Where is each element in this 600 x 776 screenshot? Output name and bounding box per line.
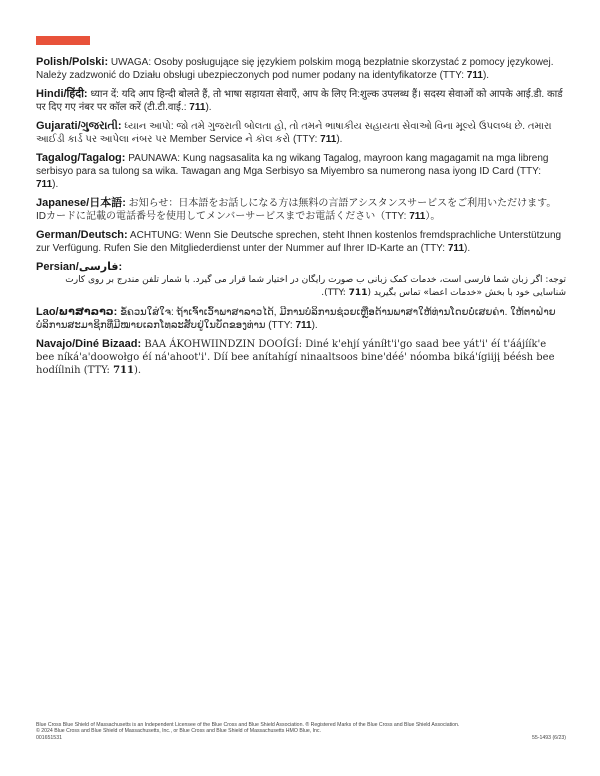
tty-number: 711 xyxy=(36,179,53,190)
lao-block xyxy=(36,306,566,332)
lang-text-end: ). xyxy=(482,70,490,81)
lang-label: Tagalog/Tagalog: xyxy=(36,152,126,164)
persian-paragraph xyxy=(36,274,566,300)
language-assistance-notice xyxy=(36,56,566,383)
tty-number: 711 xyxy=(113,365,134,376)
lang-label: Japanese/日本語: xyxy=(36,197,126,209)
lang-label: Navajo/Diné Bizaad: xyxy=(36,338,142,350)
gujarati-block xyxy=(36,120,566,146)
lang-text: توجه: اگر زبان شما فارسی است، خدمات کمک زبانی ب صورت رایگان در اختیار شما قرار می گیرد. با شمار تلفن مندرج بر روی کارت شناسایی خود با بخش «خدمات اعضا» تماس بگیرید (TTY: xyxy=(65,275,566,298)
lang-label: Gujarati/ગુજરાતી: xyxy=(36,120,122,132)
lang-text-end: ). xyxy=(52,179,59,190)
accent-bar xyxy=(36,36,90,45)
lang-text-end: ). xyxy=(464,243,471,254)
tty-number: 711 xyxy=(295,320,312,331)
legal-footer xyxy=(36,722,566,741)
footer-copyright-line: © 2024 Blue Cross and Blue Shield of Massachusetts, Inc., or Blue Cross and Blue Shield of Massachusetts HMO Blue, Inc. xyxy=(36,728,321,735)
tagalog-block xyxy=(36,152,566,191)
persian-block xyxy=(36,261,566,300)
lang-label: Polish/Polski: xyxy=(36,56,109,68)
footer-form-code: 001651531 xyxy=(36,734,62,741)
tty-number: 711 xyxy=(409,211,426,222)
lang-text-end: ）。 xyxy=(425,211,441,222)
lang-text: お知らせ：日本語をお話しになる方は無料の言語アシスタンスサービスをご利用いただけます。IDカードに記載の電話番号を使用してメンバーサービスまでお電話ください（TTY: xyxy=(36,198,557,222)
footer-revision-code: 55-1493 (6/23) xyxy=(531,734,566,741)
polish-block xyxy=(36,56,566,82)
german-block xyxy=(36,229,566,255)
lang-text-end: ). xyxy=(311,320,318,331)
navajo-block xyxy=(36,338,566,377)
lang-label: Hindi/हिंदी: xyxy=(36,88,88,100)
hindi-block xyxy=(36,88,566,114)
lang-text: PAUNAWA: Kung nagsasalita ka ng wikang Tagalog, mayroon kang magagamit na mga libreng serbisyo para sa tulong sa wika. Tawagan ang Mga Serbisyo sa Miyembro sa numerong nasa iyong ID Card (TTY: xyxy=(36,153,549,177)
tty-number: 711 xyxy=(348,288,368,298)
lang-text: ધ્યાન આપો: જો તમે ગુજરાતી બોલતા હો, તો તમને ભાષાકીય સહાયતા સેવાઓ વિના મૂલ્યે ઉપલબ્ધ છે. તમારા આઈડી કાર્ડ પર આપેલા નંબર પર Member Service ને કૉલ કરો (TTY: xyxy=(36,121,552,145)
tty-number: 711 xyxy=(466,70,483,81)
lang-label: German/Deutsch: xyxy=(36,229,128,241)
lang-text-end: ). xyxy=(205,102,212,113)
lang-text-end: ). xyxy=(133,365,142,376)
lang-text-end: ). xyxy=(321,288,328,298)
tty-number: 711 xyxy=(447,243,465,254)
lang-text: ध्यान दें: यदि आप हिन्दी बोलते हैं, तो भाषा सहायता सेवाएँ, आप के लिए नि:शुल्क उपलब्ध हैं। सदस्य सेवाओं को आपके आई.डी. कार्ड पर दिए गए नंबर पर कॉल करें (टी.टी.वाई.: xyxy=(36,89,563,113)
lang-text: UWAGA: Osoby posługujące się językiem polskim mogą bezpłatnie skorzystać z pomocy językowej. Należy zadzwonić do Działu obsługi ubezpieczonych pod numer podany na identyfikatorze (TTY: xyxy=(36,57,554,81)
japanese-block xyxy=(36,197,566,223)
lang-text: ACHTUNG: Wenn Sie Deutsche sprechen, steht Ihnen kostenlos fremdsprachliche Unterstützung zur Verfügung. Rufen Sie den Mitgliederdienst unter der Nummer auf Ihrer ID-Karte an (TTY: xyxy=(36,230,562,254)
tty-number: 711 xyxy=(189,102,206,113)
lang-text: ຂໍ້ຄວນໃສ່ໃຈ: ຖ້າເຈົ້າເວົ້າພາສາລາວໄດ້, ມີການບໍລິການຊ່ວຍເຫຼືອດ້ານພາສາໃຫ້ທ່ານໂດຍບໍ່ເສຍຄ່າ. ໃຫ້ຕາຝ່າຍບໍລິການສະມາຊິກທີ່ມີໝາຍເລກໂທລະສັບຢູ່ໃນບັດຂອງທ່ານ (TTY: xyxy=(36,307,556,331)
lang-label: Lao/ພາສາລາວ: xyxy=(36,306,118,318)
lang-text-end: ). xyxy=(336,134,343,145)
lang-label: Persian/فارسی: xyxy=(36,261,123,273)
footer-licensee-line: Blue Cross Blue Shield of Massachusetts is an Independent Licensee of the Blue Cross and Blue Shield Association. ® Registered Marks of the Blue Cross and Blue Shield Association. xyxy=(36,722,460,728)
tty-number: 711 xyxy=(320,134,337,145)
lang-text: BAA ÁKOHWIINDZIN DOOÍGÍ: Diné k'ehjí yáníłt'i'go saad bee yát'i' éí t'áájíík'e bee níká'a'doowołgo éí ná'ahoot'i'. Díí bee anítahígí ninaaltsoos bine'déé' nóomba biká'ígiijį béésh bee hodíílnih (TTY: xyxy=(36,339,555,376)
